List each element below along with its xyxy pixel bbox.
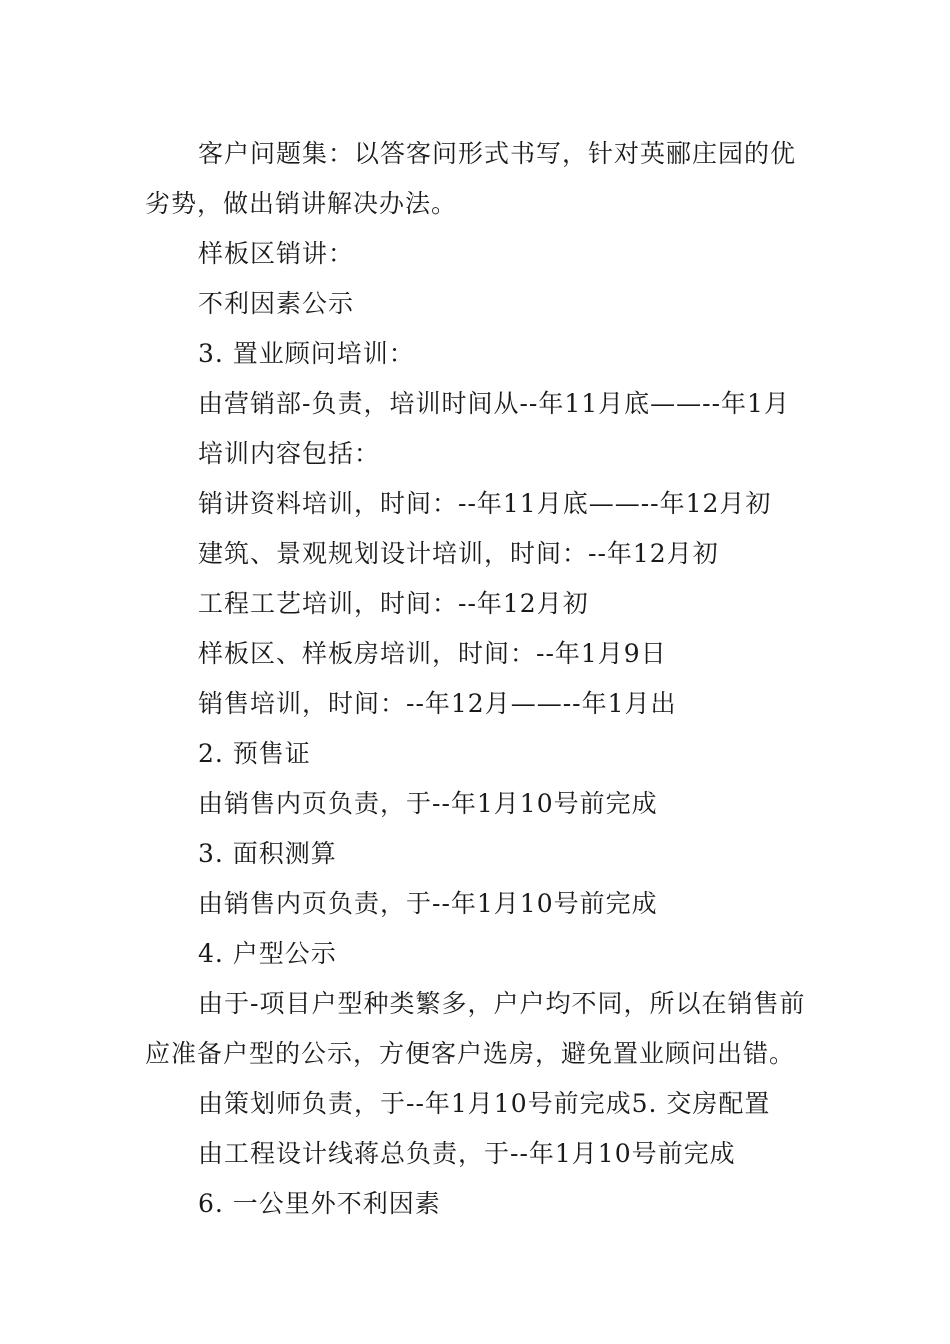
heading-area-measurement: 3. 面积测算 (198, 839, 337, 868)
paragraph-area-measurement-owner: 由销售内页负责，于--年1月10号前完成 (198, 889, 658, 918)
list-item-architecture-training: 建筑、景观规划设计培训，时间：--年12月初 (198, 539, 719, 568)
list-item-engineering-training: 工程工艺培训，时间：--年12月初 (198, 589, 589, 618)
paragraph-presale-permit-owner: 由销售内页负责，于--年1月10号前完成 (198, 789, 658, 818)
list-item-sample-room-training: 样板区、样板房培训，时间：--年1月9日 (198, 639, 667, 668)
paragraph-customer-questions: 客户问题集：以答客问形式书写，针对英郦庄园的优劣势，做出销讲解决办法。 (145, 139, 797, 218)
heading-floorplan-notice: 4. 户型公示 (198, 939, 337, 968)
heading-presale-permit: 2. 预售证 (198, 739, 311, 768)
paragraph-engineering-owner: 由工程设计线蒋总负责，于--年1月10号前完成 (198, 1139, 736, 1168)
heading-adverse-factors-1km: 6. 一公里外不利因素 (198, 1189, 441, 1218)
document-body (145, 129, 810, 1229)
paragraph-sample-area-pitch: 样板区销讲： (198, 239, 355, 268)
list-item-sales-material-training: 销讲资料培训，时间：--年11月底——--年12月初 (198, 489, 772, 518)
paragraph-planner-delivery: 由策划师负责，于--年1月10号前完成5. 交房配置 (198, 1089, 771, 1118)
heading-consultant-training: 3. 置业顾问培训： (198, 339, 415, 368)
paragraph-floorplan-notice-detail: 由于-项目户型种类繁多，户户均不同，所以在销售前应准备户型的公示，方便客户选房，避免置业顾问出错。 (145, 989, 806, 1068)
paragraph-training-contents: 培训内容包括： (198, 439, 381, 468)
list-item-sales-training: 销售培训，时间：--年12月——--年1月出 (198, 689, 677, 718)
paragraph-training-schedule: 由营销部-负责，培训时间从--年11月底——--年1月 (198, 389, 790, 418)
paragraph-adverse-factors: 不利因素公示 (198, 289, 355, 318)
